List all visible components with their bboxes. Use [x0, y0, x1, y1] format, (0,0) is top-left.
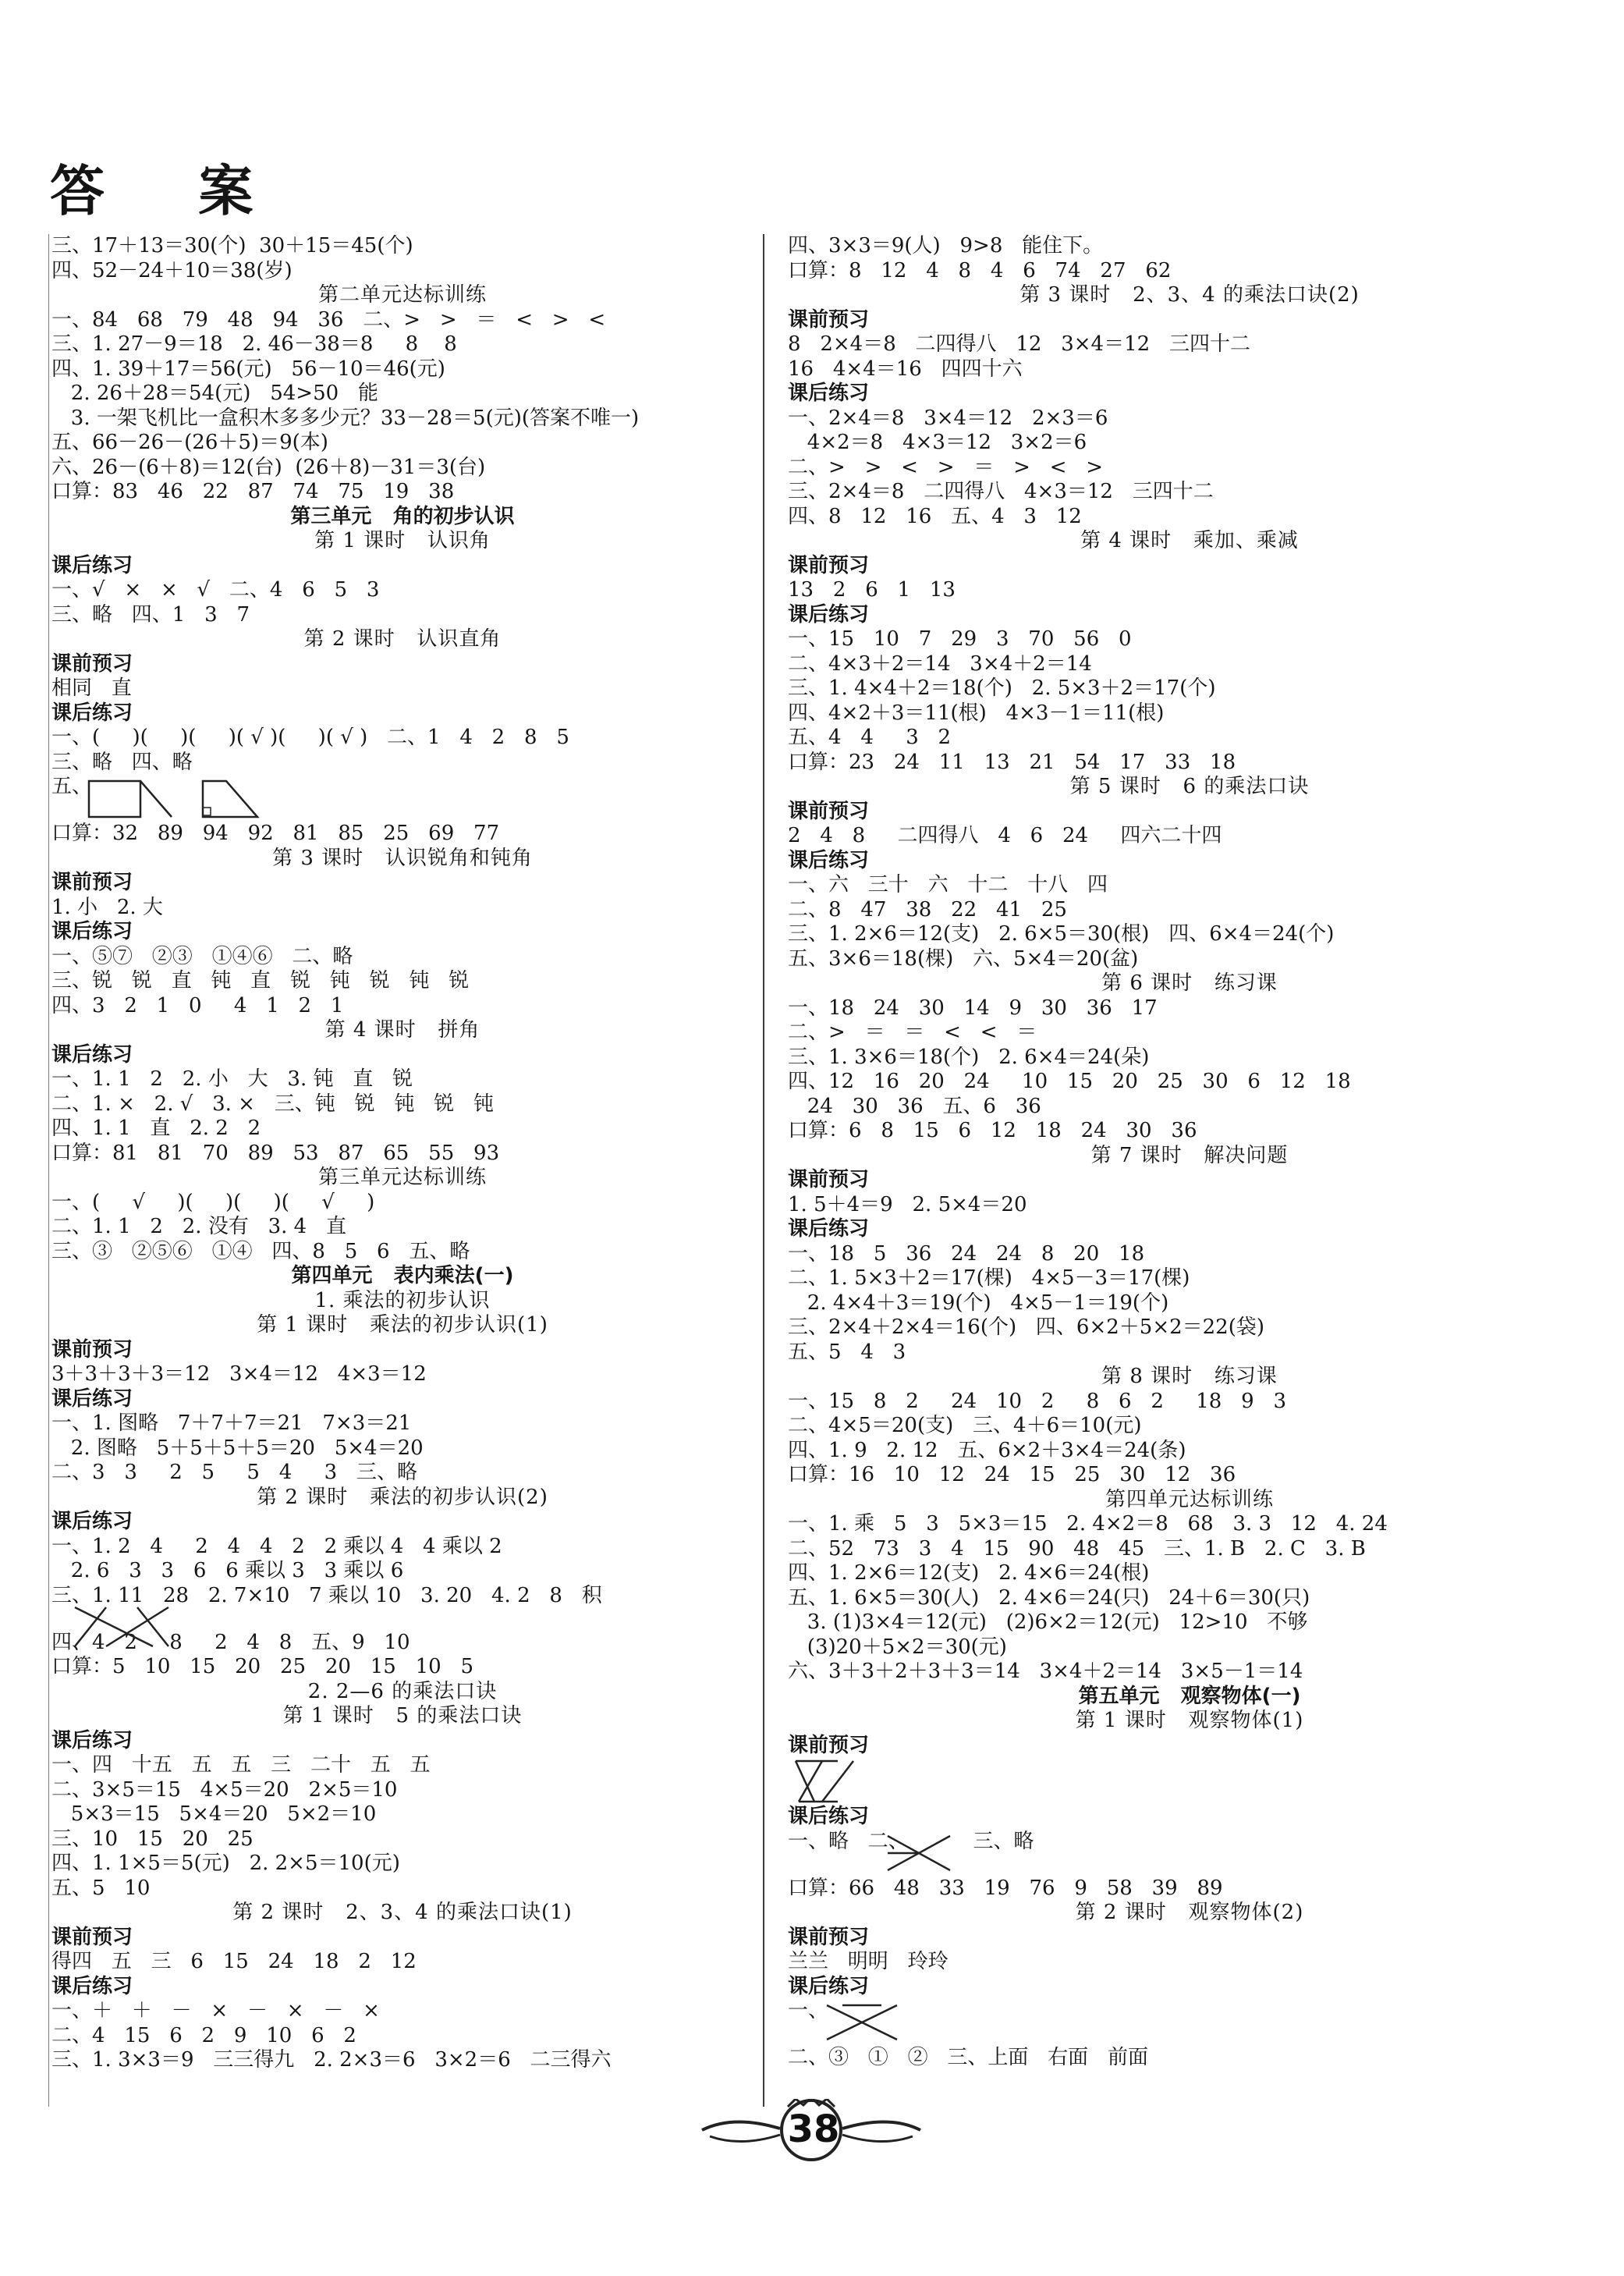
answer-line: 二、> > < > ＝ > < >	[788, 455, 1104, 479]
lesson-heading: 第 1 课时 观察物体(1)	[1075, 1709, 1304, 1732]
answer-line: 四、1. 39＋17＝56(元) 56－10＝46(元)	[51, 357, 445, 381]
lesson-heading: 第 6 课时 练习课	[1101, 971, 1278, 995]
answer-line: 二、3×5＝15 4×5＝20 2×5＝10	[51, 1777, 398, 1802]
answer-line: 一、1. 图略 7＋7＋7＝21 7×3＝21	[51, 1411, 412, 1435]
figure-caption: 三、1. 11 28 2. 7×10 7 乘以 10 3. 20 4. 2 8 积	[51, 1583, 602, 1607]
unit-heading: 第四单元 表内乘法(一)	[291, 1264, 514, 1287]
answer-line: 相同 直	[51, 676, 132, 700]
section-label: 课后练习	[51, 1728, 133, 1752]
answer-line: 二、1. 5×3＋2＝17(棵) 4×5－3＝17(棵)	[788, 1266, 1190, 1290]
lesson-heading: 第 2 课时 2、3、4 的乘法口诀(1)	[232, 1901, 573, 1924]
section-label: 课后练习	[788, 1217, 870, 1241]
section-label: 课前预习	[788, 799, 870, 823]
answer-line: 一、六 三十 六 十二 十八 四	[788, 873, 1108, 897]
section-label: 课后练习	[51, 1042, 133, 1067]
answer-line: 3. 一架飞机比一盒积木多多少元？33－28＝5(元)(答案不唯一)	[51, 406, 640, 430]
matching-figure-observe-drawing	[819, 1999, 913, 2046]
answer-line: 四、1. 1 直 2. 2 2	[51, 1117, 261, 1140]
answer-line: 口算：6 8 15 6 12 18 24 30 36	[788, 1119, 1197, 1142]
section-label: 课后练习	[788, 1974, 870, 1998]
answer-line: 二、4×5＝20(支) 三、4＋6＝10(元)	[788, 1414, 1142, 1437]
answer-line: 一、( )( )( )( √ )( )( √ ) 二、1 4 2 8 5	[51, 726, 569, 749]
section-label: 课后练习	[788, 848, 870, 872]
answer-line: 一、四 十五 五 五 三 二十 五 五	[51, 1753, 431, 1777]
answer-line: 六、26－(6＋8)＝12(台) (26＋8)－31＝3(台)	[51, 455, 486, 479]
answer-line: 口算：8 12 4 8 4 6 74 27 62	[788, 258, 1172, 282]
answer-line: 得四 五 三 6 15 24 18 2 12	[51, 1950, 417, 1973]
matching-figure-practice	[788, 1830, 1591, 1877]
section-label: 课前预习	[788, 1733, 870, 1757]
answer-line: 3. (1)3×4＝12(元) (2)6×2＝12(元) 12>10 不够	[788, 1610, 1308, 1634]
answer-line: 五、66－26－(26＋5)＝9(本)	[51, 431, 328, 454]
right-angle-figure-drawing	[86, 776, 289, 820]
section-label: 课后练习	[51, 920, 133, 943]
answer-line: 六、3＋3＋2＋3＋3＝14 3×4＋2＝14 3×5－1＝14	[788, 1660, 1303, 1683]
answer-line: 口算：83 46 22 87 74 75 19 38	[51, 480, 455, 503]
answer-line: 四、3×3＝9(人) 9>8 能住下。	[788, 234, 1104, 257]
answer-line: 五、3×6＝18(棵) 六、5×4＝20(盆)	[788, 946, 1139, 971]
answer-line: 24 30 36 五、6 36	[788, 1094, 1041, 1118]
lesson-heading: 1. 乘法的初步认识	[314, 1288, 491, 1312]
answer-line: 四、1. 1×5＝5(元) 2. 2×5＝10(元)	[51, 1852, 400, 1875]
matching-figure-left	[51, 1584, 753, 1631]
answer-line: 口算：32 89 94 92 81 85 25 69 77	[51, 822, 500, 845]
answer-line: 1. 小 2. 大	[51, 895, 163, 919]
matching-figure-practice-drawing	[880, 1830, 966, 1877]
section-label: 课前预习	[51, 1925, 133, 1949]
answer-line: 一、1. 乘 5 3 5×3＝15 2. 4×2＝8 68 3. 3 12 4. 24	[788, 1512, 1388, 1536]
section-label: 课后练习	[51, 553, 133, 577]
answer-line: 四、8 12 16 五、4 3 12	[788, 504, 1082, 528]
section-label: 课后练习	[51, 1510, 133, 1533]
page-number: 38	[787, 2107, 840, 2151]
answer-line: 三、1. 27－9＝18 2. 46－38＝8 8 8	[51, 332, 457, 356]
lesson-heading: 第 3 课时 2、3、4 的乘法口诀(2)	[1019, 283, 1360, 307]
answer-line: 口算：5 10 15 20 25 20 15 10 5	[51, 1655, 474, 1678]
answer-line: 5×3＝15 5×4＝20 5×2＝10	[51, 1802, 377, 1826]
section-label: 课前预习	[788, 1168, 870, 1191]
answer-line: (3)20＋5×2＝30(元)	[788, 1635, 1007, 1659]
right-column	[788, 234, 1591, 2071]
unit-heading: 第五单元 观察物体(一)	[1078, 1684, 1301, 1708]
lesson-heading: 第二单元达标训练	[317, 283, 487, 307]
matching-figure-preview	[788, 1758, 1591, 1805]
answer-line: 三、略 四、1 3 7	[51, 602, 250, 627]
section-label: 课后练习	[51, 1387, 133, 1411]
answer-line: 一、( √ )( )( )( √ )	[51, 1190, 375, 1214]
lesson-heading: 第 7 课时 解决问题	[1090, 1143, 1289, 1167]
lesson-heading: 第 1 课时 乘法的初步认识(1)	[257, 1313, 548, 1337]
answer-line: 一、√ × × √ 二、4 6 5 3	[51, 578, 380, 602]
lesson-heading: 第 1 课时 认识角	[314, 529, 491, 552]
answer-line: 一、84 68 79 48 94 36 二、> > ＝ < > <	[51, 307, 606, 332]
answer-line: 一、18 24 30 14 9 30 36 17	[788, 996, 1158, 1020]
section-label: 课前预习	[51, 871, 133, 894]
section-label: 课前预习	[51, 652, 133, 676]
answer-line: 三、1. 4×4＋2＝18(个) 2. 5×3＋2＝17(个)	[788, 676, 1216, 700]
section-label: 课后练习	[788, 1805, 870, 1828]
answer-line: 五、5 10	[51, 1876, 151, 1900]
answer-line: 2. 4×4＋3＝19(个) 4×5－1＝19(个)	[788, 1291, 1169, 1315]
figure-caption	[788, 1758, 1591, 1783]
answer-line: 口算：66 48 33 19 76 9 58 39 89	[788, 1876, 1223, 1900]
answer-line: 一、⑤⑦ ②③ ①④⑥ 二、略	[51, 944, 353, 968]
left-margin-rule	[48, 234, 49, 2107]
answer-line: 二、8 47 38 22 41 25	[788, 897, 1067, 921]
answer-line: 三、锐 锐 直 钝 直 锐 钝 锐 钝 锐	[51, 969, 470, 992]
section-label: 课后练习	[51, 1974, 133, 1998]
answer-line: 三、2×4＋2×4＝16(个) 四、6×2＋5×2＝22(袋)	[788, 1316, 1265, 1339]
lesson-heading: 第 1 课时 5 的乘法口诀	[282, 1704, 523, 1727]
answer-line: 13 2 6 1 13	[788, 578, 956, 602]
answer-line: 口算：81 81 70 89 53 87 65 55 93	[51, 1141, 500, 1165]
left-column	[51, 234, 753, 2073]
answer-line: 五、1. 6×5＝30(人) 2. 4×6＝24(只) 24＋6＝30(只)	[788, 1585, 1310, 1610]
answer-line: 一、18 5 36 24 24 8 20 18	[788, 1241, 1145, 1266]
right-angle-figure	[51, 775, 753, 822]
answer-line: 2 4 8 二四得八 4 6 24 四六二十四	[788, 824, 1222, 847]
answer-line: 五、4 4 3 2	[788, 726, 952, 749]
answer-line: 口算：16 10 12 24 15 25 30 12 36	[788, 1463, 1236, 1486]
answer-line: 二、③ ① ② 三、上面 右面 前面	[788, 2046, 1148, 2069]
answer-line: 二、1. 1 2 2. 没有 3. 4 直	[51, 1215, 347, 1238]
answer-line: 二、> ＝ ＝ < < ＝	[788, 1021, 1037, 1044]
answer-line: 4×2＝8 4×3＝12 3×2＝6	[788, 431, 1087, 454]
section-label: 课前预习	[788, 1925, 870, 1949]
section-label: 课后练习	[51, 701, 133, 725]
answer-line: 五、5 4 3	[788, 1340, 906, 1364]
lesson-heading: 第 2 课时 乘法的初步认识(2)	[257, 1485, 548, 1509]
answer-line: 二、1. × 2. √ 3. × 三、钝 锐 钝 锐 钝	[51, 1092, 494, 1116]
answer-line: 一、15 8 2 24 10 2 8 6 2 18 9 3	[788, 1389, 1286, 1413]
lesson-heading: 第 2 课时 观察物体(2)	[1075, 1901, 1304, 1924]
figure-caption: 五、	[51, 775, 93, 798]
answer-line: 二、4 15 6 2 9 10 6 2	[51, 2023, 356, 2047]
answer-line: 三、③ ②⑤⑥ ①④ 四、8 5 6 五、略	[51, 1239, 470, 1263]
answer-line: 2. 26＋28＝54(元) 54>50 能	[51, 382, 378, 405]
lesson-heading: 第 4 课时 乘加、乘减	[1080, 529, 1299, 552]
answer-line: 兰兰 明明 玲玲	[788, 1950, 949, 1973]
answer-line: 四、1. 9 2. 12 五、6×2＋3×4＝24(条)	[788, 1438, 1186, 1462]
lesson-heading: 第 8 课时 练习课	[1101, 1365, 1278, 1388]
answer-line: 四、52－24＋10＝38(岁)	[51, 258, 293, 282]
lesson-heading: 第三单元达标训练	[317, 1166, 487, 1189]
answer-line: 三、10 15 20 25	[51, 1827, 254, 1851]
lesson-heading: 第 3 课时 认识锐角和钝角	[272, 846, 533, 870]
answer-line: 三、略 四、略	[51, 750, 193, 774]
section-label: 课后练习	[788, 602, 870, 627]
answer-line: 二、4×3＋2＝14 3×4＋2＝14	[788, 652, 1092, 676]
matching-figure-observe	[788, 1999, 1591, 2046]
unit-heading: 第三单元 角的初步认识	[290, 504, 515, 528]
answer-line: 1. 5＋4＝9 2. 5×4＝20	[788, 1192, 1027, 1216]
answer-line: 3＋3＋3＋3＝12 3×4＝12 4×3＝12	[51, 1362, 427, 1386]
answer-line: 三、1. 2×6＝12(支) 2. 6×5＝30(根) 四、6×4＝24(个)	[788, 922, 1335, 946]
answer-line: 四、3 2 1 0 4 1 2 1	[51, 993, 344, 1017]
figure-caption: 一、略 二、 三、略	[788, 1829, 1034, 1853]
answer-line: 口算：23 24 11 13 21 54 17 33 18	[788, 750, 1236, 774]
answer-line: 一、1. 1 2 2. 小 大 3. 钝 直 锐	[51, 1067, 413, 1091]
answer-line: 8 2×4＝8 二四得八 12 3×4＝12 三四十二	[788, 332, 1250, 356]
answer-line: 一、1. 2 4 2 4 4 2 2 乘以 4 4 乘以 2	[51, 1534, 502, 1558]
lesson-heading: 第四单元达标训练	[1105, 1487, 1274, 1511]
answer-line: 二、52 73 3 4 15 90 48 45 三、1. B 2. C 3. B	[788, 1536, 1366, 1561]
answer-line: 一、＋ ＋ － × － × － ×	[51, 1999, 380, 2022]
section-label: 课前预习	[788, 553, 870, 577]
lesson-heading: 第 4 课时 拼角	[324, 1018, 480, 1042]
section-label: 课前预习	[788, 307, 870, 332]
page-title: 答 案	[50, 159, 291, 223]
column-divider	[763, 234, 764, 2107]
lesson-heading: 第 2 课时 认识直角	[303, 627, 502, 651]
answer-line: 四、4×2＋3＝11(根) 4×3－1＝11(根)	[788, 701, 1165, 725]
answer-line: 一、2×4＝8 3×4＝12 2×3＝6	[788, 406, 1108, 430]
figure-caption: 一、	[788, 1999, 829, 2022]
answer-line: 三、2×4＝8 二四得八 4×3＝12 三四十二	[788, 480, 1214, 503]
answer-line: 2. 图略 5＋5＋5＋5＝20 5×4＝20	[51, 1436, 424, 1460]
section-label: 课前预习	[51, 1337, 133, 1362]
answer-line: 2. 6 3 3 6 6 乘以 3 3 乘以 6	[51, 1559, 404, 1582]
section-label: 课后练习	[788, 382, 870, 405]
answer-line: 三、1. 3×3＝9 三三得九 2. 2×3＝6 3×2＝6 二三得六	[51, 2048, 612, 2072]
answer-line: 四、1. 2×6＝12(支) 2. 4×6＝24(根)	[788, 1561, 1150, 1585]
answer-line: 16 4×4＝16 四四十六	[788, 357, 1023, 381]
answer-line: 二、3 3 2 5 5 4 3 三、略	[51, 1461, 417, 1484]
answer-line: 三、17＋13＝30(个) 30＋15＝45(个)	[51, 234, 413, 257]
lesson-heading: 2. 2—6 的乘法口诀	[307, 1679, 498, 1703]
answer-line: 一、15 10 7 29 3 70 56 0	[788, 627, 1132, 651]
answer-line: 四、4 2 8 2 4 8 五、9 10	[51, 1630, 410, 1654]
page-footer	[686, 2099, 936, 2161]
lesson-heading: 第 5 课时 6 的乘法口诀	[1069, 775, 1310, 798]
answer-line: 四、12 16 20 24 10 15 20 25 30 6 12 18	[788, 1070, 1351, 1093]
matching-figure-left-drawing	[67, 1604, 184, 1651]
answer-line: 三、1. 3×6＝18(个) 2. 6×4＝24(朵)	[788, 1045, 1150, 1069]
matching-figure-preview-drawing	[791, 1758, 885, 1805]
